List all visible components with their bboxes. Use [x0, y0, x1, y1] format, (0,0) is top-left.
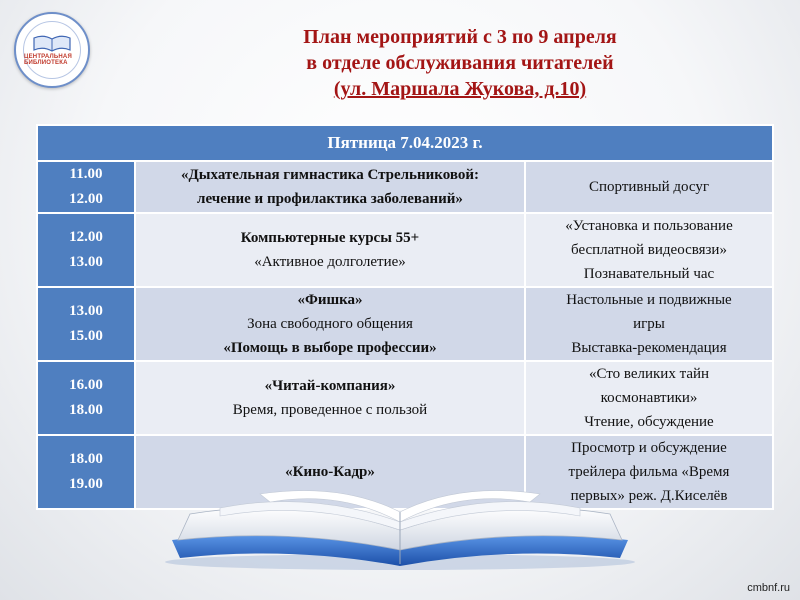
format-line: бесплатной видеосвязи» — [571, 242, 727, 258]
time-cell — [37, 213, 135, 287]
event-line: «Кино-Кадр» — [285, 464, 375, 480]
time-cell — [37, 361, 135, 435]
book-icon — [32, 34, 72, 52]
format-line: «Установка и пользование — [565, 218, 733, 234]
format-line: игры — [633, 316, 665, 332]
format-line: Чтение, обсуждение — [584, 414, 714, 430]
event-line: Компьютерные курсы 55+ — [240, 230, 420, 246]
event-cell — [135, 161, 525, 213]
format-line: Просмотр и обсуждение — [571, 440, 727, 456]
time-start: 12.00 — [69, 229, 103, 245]
time-start: 11.00 — [69, 166, 103, 182]
time-start: 16.00 — [69, 377, 103, 393]
format-cell — [525, 287, 773, 361]
format-line: «Сто великих тайн — [588, 366, 710, 382]
time-end: 18.00 — [69, 402, 103, 418]
event-cell — [135, 287, 525, 361]
time-start: 13.00 — [69, 303, 103, 319]
time-end: 13.00 — [69, 254, 103, 270]
event-line: лечение и профилактика заболеваний» — [197, 191, 463, 207]
table-header-row — [37, 125, 773, 161]
table-row — [37, 361, 773, 435]
event-line: «Фишка» — [297, 292, 363, 308]
logo-emblem — [23, 21, 81, 79]
library-logo — [14, 12, 90, 88]
title-line-3: (ул. Маршала Жукова, д.10) — [333, 78, 587, 100]
time-cell — [37, 435, 135, 509]
title-line-2: в отделе обслуживания читателей — [306, 52, 614, 74]
title-line-1: План мероприятий с 3 по 9 апреля — [303, 26, 617, 48]
format-line: космонавтики» — [600, 390, 698, 406]
event-cell — [135, 213, 525, 287]
time-start: 18.00 — [69, 451, 103, 467]
format-line: трейлера фильма «Время — [568, 464, 730, 480]
format-cell — [525, 161, 773, 213]
schedule-table — [36, 124, 774, 510]
time-cell — [37, 161, 135, 213]
format-cell — [525, 213, 773, 287]
table-row — [37, 287, 773, 361]
logo-text: ЦЕНТРАЛЬНАЯ БИБЛИОТЕКА — [24, 54, 72, 66]
event-line: «Читай-компания» — [264, 378, 396, 394]
time-end: 15.00 — [69, 328, 103, 344]
time-end: 12.00 — [69, 191, 103, 207]
event-line: «Помощь в выборе профессии» — [223, 340, 437, 356]
event-cell — [135, 361, 525, 435]
page-title — [180, 24, 740, 102]
format-line: первых» реж. Д.Киселёв — [570, 488, 728, 504]
time-end: 19.00 — [69, 476, 103, 492]
open-book-illustration — [150, 478, 650, 570]
format-line: Выставка-рекомендация — [571, 340, 727, 356]
format-line: Спортивный досуг — [589, 179, 709, 195]
table-row — [37, 161, 773, 213]
time-cell — [37, 287, 135, 361]
format-cell — [525, 361, 773, 435]
event-line: «Дыхательная гимнастика Стрельниковой: — [180, 167, 479, 183]
event-line: «Активное долголетие» — [254, 254, 406, 270]
format-line: Настольные и подвижные — [566, 292, 732, 308]
event-line: Время, проведенное с пользой — [232, 402, 428, 418]
website-label: cmbnf.ru — [747, 582, 790, 594]
table-row — [37, 213, 773, 287]
format-line: Познавательный час — [583, 266, 715, 282]
event-line: Зона свободного общения — [247, 316, 413, 332]
table-header: Пятница 7.04.2023 г. — [37, 125, 773, 161]
